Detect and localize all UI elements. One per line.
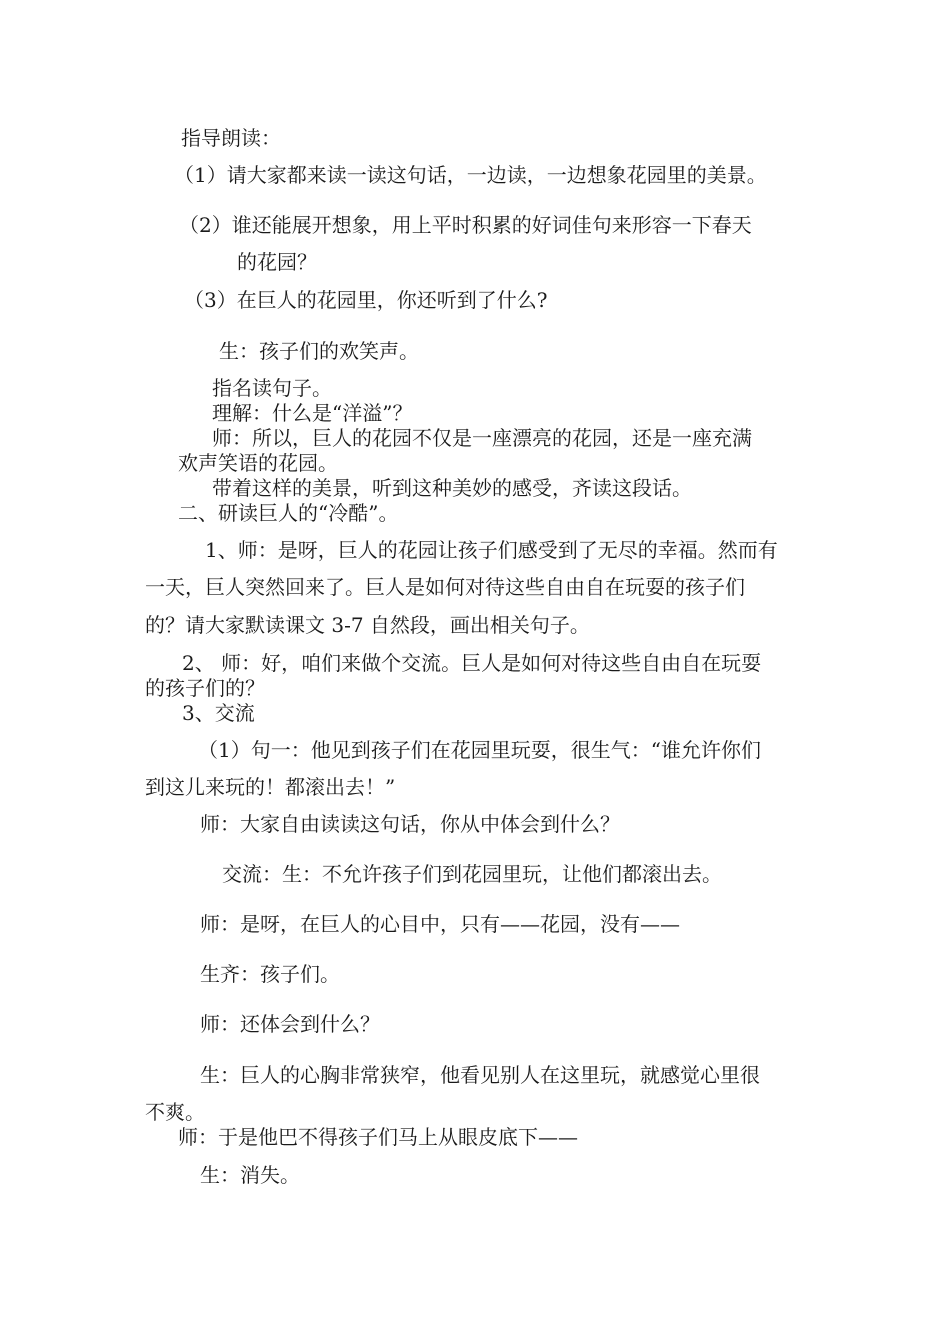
text-line: 的？请大家默读课文 3-7 自然段，画出相关句子。	[145, 613, 590, 637]
text-line: 交流：生：不允许孩子们到花园里玩，让他们都滚出去。	[222, 862, 722, 886]
text-line: 师：还体会到什么？	[200, 1012, 380, 1036]
text-line: （1）句一：他见到孩子们在花园里玩耍，很生气：“谁允许你们	[198, 738, 761, 762]
text-line: 2、 师：好，咱们来做个交流。巨人是如何对待这些自由自在玩耍	[182, 651, 762, 675]
text-line: 生齐：孩子们。	[200, 962, 340, 986]
text-line: 生：消失。	[200, 1163, 300, 1187]
text-line: 的孩子们的？	[145, 676, 265, 700]
text-line: 师：于是他巴不得孩子们马上从眼皮底下——	[178, 1125, 578, 1149]
section-heading: 二、研读巨人的“冷酷”。	[178, 501, 399, 525]
text-line: 师：所以，巨人的花园不仅是一座漂亮的花园，还是一座充满	[212, 426, 752, 450]
text-line: （1）请大家都来读一读这句话，一边读，一边想象花园里的美景。	[174, 163, 767, 187]
text-line: 一天，巨人突然回来了。巨人是如何对待这些自由自在玩耍的孩子们	[145, 575, 745, 599]
text-line: （3）在巨人的花园里，你还听到了什么?	[184, 288, 548, 312]
text-line: 师：大家自由读读这句话，你从中体会到什么？	[200, 812, 620, 836]
text-line: 3、交流	[182, 701, 255, 725]
text-line: （2）谁还能展开想象，用上平时积累的好词佳句来形容一下春天	[179, 213, 752, 237]
text-line: 生：巨人的心胸非常狭窄，他看见别人在这里玩，就感觉心里很	[200, 1063, 760, 1087]
text-line: 的花园？	[237, 250, 317, 274]
text-line: 指名读句子。	[212, 376, 332, 400]
text-line: 到这儿来玩的！都滚出去！”	[145, 775, 396, 799]
text-line: 1、师：是呀，巨人的花园让孩子们感受到了无尽的幸福。然而有	[205, 538, 778, 562]
text-line: 生：孩子们的欢笑声。	[219, 339, 419, 363]
text-line: 师：是呀，在巨人的心目中，只有——花园，没有——	[200, 912, 680, 936]
text-line: 不爽。	[145, 1100, 205, 1124]
text-line: 指导朗读：	[181, 126, 281, 150]
text-line: 理解：什么是“洋溢”？	[212, 401, 413, 425]
text-line: 欢声笑语的花园。	[178, 451, 338, 475]
text-line: 带着这样的美景，听到这种美妙的感受，齐读这段话。	[212, 476, 692, 500]
